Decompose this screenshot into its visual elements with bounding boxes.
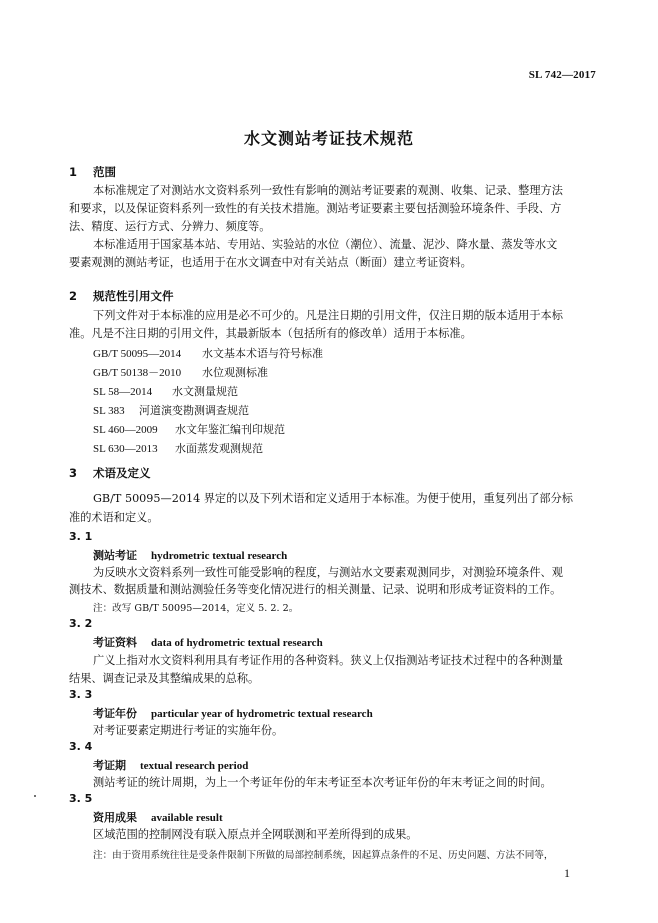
reference-item [93, 421, 285, 437]
reference-item [93, 345, 323, 361]
reference-item [93, 383, 238, 399]
section-2-heading [69, 288, 174, 304]
term-heading [93, 634, 323, 650]
term-number: 3. 4 [69, 740, 93, 753]
term-number: 3. 1 [69, 530, 93, 543]
term-note: 注：由于资用系统往往是受条件限制下所做的局部控制系统，因起算点条件的不足、历史问题、方法不同等， [93, 850, 554, 861]
term-heading [93, 809, 223, 825]
term-heading [93, 705, 373, 721]
term-zh: 考证资料 [93, 636, 137, 649]
section-title: 术语及定义 [93, 466, 151, 480]
paragraph-line: 本标准适用于国家基本站、专用站、实验站的水位（潮位）、流量、泥沙、降水量、蒸发等水文 [93, 238, 558, 251]
term-en: data of hydrometric textual research [151, 637, 323, 649]
definition-line: 测技术、数据质量和测站测验任务等变化情况进行的相关测量、记录、说明和形成考证资料的工作。 [69, 583, 562, 596]
document-title: 水文测站考证技术规范 [243, 129, 414, 148]
paragraph-line: 要素观测的测站考证，也适用于在水文调查中对有关站点（断面）建立考证资料。 [69, 256, 472, 269]
page-number: 1 [564, 866, 570, 880]
reference-item [93, 402, 249, 418]
reference-title: 河道演变勘测调查规范 [139, 404, 249, 417]
reference-item [93, 364, 268, 380]
scan-speck [34, 795, 36, 797]
term-heading [93, 757, 248, 773]
reference-title: 水面蒸发观测规范 [175, 442, 263, 455]
reference-code: SL 383 [93, 405, 125, 417]
term-zh: 考证年份 [93, 707, 137, 720]
definition-line: 广义上指对水文资料利用具有考证作用的各种资料。狭义上仅指测站考证技术过程中的各种测量 [93, 654, 563, 667]
term-number: 3. 3 [69, 688, 93, 701]
term-en: available result [151, 812, 223, 824]
reference-title: 水文年鉴汇编刊印规范 [175, 423, 285, 436]
reference-code: SL 58—2014 [93, 386, 153, 398]
term-en: textual research period [140, 760, 249, 772]
term-zh: 考证期 [93, 759, 126, 772]
reference-item [93, 440, 263, 456]
section-number: 2 [69, 289, 78, 303]
section-title: 范围 [93, 165, 116, 179]
term-zh: 资用成果 [93, 811, 137, 824]
definition-line: 测站考证的统计周期，为上一个考证年份的年末考证至本次考证年份的年末考证之间的时间。 [93, 776, 552, 789]
reference-code: SL 630—2013 [93, 443, 158, 455]
reference-code: SL 460—2009 [93, 424, 158, 436]
term-en: hydrometric textual research [151, 550, 288, 562]
paragraph-line: 下列文件对于本标准的应用是必不可少的。凡是注日期的引用文件，仅注日期的版本适用于本标 [93, 309, 563, 322]
definition-line: 区域范围的控制网没有联入原点并全网联测和平差所得到的成果。 [93, 828, 418, 841]
reference-code: GB/T 50095—2014 [93, 348, 182, 360]
section-number: 3 [69, 466, 78, 480]
standard-code: SL 742—2017 [528, 69, 596, 81]
reference-title: 水位观测标准 [202, 366, 268, 379]
paragraph-line: GB/T 50095—2014 界定的以及下列术语和定义适用于本标准。为便于使用，重复列出了部分标 [93, 492, 573, 505]
term-zh: 测站考证 [93, 549, 137, 562]
definition-line: 对考证要素定期进行考证的实施年份。 [93, 724, 284, 737]
term-heading [93, 547, 287, 563]
term-en: particular year of hydrometric textual research [151, 708, 373, 720]
section-number: 1 [69, 165, 78, 179]
definition-line: 为反映水文资料系列一致性可能受影响的程度，与测站水文要素观测同步，对测验环境条件、观 [93, 566, 563, 579]
term-number: 3. 5 [69, 792, 93, 805]
term-number: 3. 2 [69, 617, 93, 630]
section-3-heading [69, 465, 151, 481]
paragraph-line: 准。凡是不注日期的引用文件，其最新版本（包括所有的修改单）适用于本标准。 [69, 327, 472, 340]
reference-title: 水文测量规范 [172, 385, 238, 398]
definition-line: 结果、调查记录及其整编成果的总称。 [69, 672, 260, 685]
paragraph-line: 准的术语和定义。 [69, 511, 159, 524]
term-note: 注：改写 GB/T 50095—2014，定义 5. 2. 2。 [93, 603, 299, 614]
reference-title: 水文基本术语与符号标准 [202, 347, 323, 360]
section-1-heading [69, 164, 116, 180]
paragraph-line: 本标准规定了对测站水文资料系列一致性有影响的测站考证要素的观测、收集、记录、整理方法 [93, 184, 563, 197]
paragraph-line: 和要求，以及保证资料系列一致性的有关技术措施。测站考证要素主要包括测验环境条件、手段、方 [69, 202, 562, 215]
section-title: 规范性引用文件 [93, 289, 174, 303]
paragraph-line: 法、精度、运行方式、分辨力、频度等。 [69, 220, 271, 233]
reference-code: GB/T 50138－2010 [93, 367, 182, 379]
